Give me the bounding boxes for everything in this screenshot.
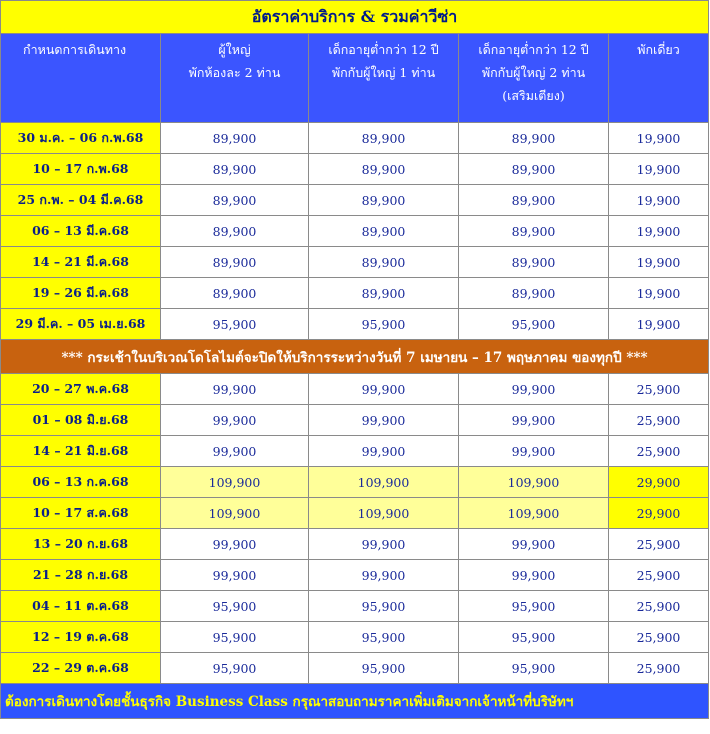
price-cell: 99,900 — [459, 374, 609, 405]
price-cell: 99,900 — [309, 405, 459, 436]
price-single-cell: 19,900 — [609, 185, 709, 216]
header-travel-dates-label: กำหนดการเดินทาง — [23, 42, 127, 57]
header-child-2adult — [459, 34, 609, 123]
table-row — [1, 560, 709, 591]
price-single-cell: 25,900 — [609, 622, 709, 653]
travel-date-cell: 29 มี.ค. – 05 เม.ย.68 — [1, 309, 161, 340]
header-adult-sub: พักห้องละ 2 ท่าน — [188, 65, 281, 80]
travel-date-cell: 04 – 11 ต.ค.68 — [1, 591, 161, 622]
price-cell: 89,900 — [161, 278, 309, 309]
price-single-cell: 25,900 — [609, 591, 709, 622]
price-single-cell: 25,900 — [609, 560, 709, 591]
price-single-cell: 19,900 — [609, 216, 709, 247]
table-row — [1, 529, 709, 560]
header-child-2adult-note: (เสริมเตียง) — [502, 88, 565, 103]
price-cell: 99,900 — [309, 436, 459, 467]
table-row — [1, 123, 709, 154]
price-cell: 89,900 — [161, 123, 309, 154]
price-cell: 95,900 — [161, 653, 309, 684]
price-cell: 95,900 — [459, 591, 609, 622]
table-row — [1, 374, 709, 405]
price-cell: 89,900 — [161, 154, 309, 185]
header-child-1adult — [309, 34, 459, 123]
price-cell: 109,900 — [309, 498, 459, 529]
price-single-cell: 25,900 — [609, 405, 709, 436]
travel-date-cell: 06 – 13 ก.ค.68 — [1, 467, 161, 498]
price-cell: 89,900 — [459, 185, 609, 216]
price-cell: 95,900 — [161, 591, 309, 622]
header-child-1adult-sub: พักกับผู้ใหญ่ 1 ท่าน — [331, 65, 436, 80]
price-cell: 89,900 — [459, 154, 609, 185]
header-adult-label: ผู้ใหญ่ — [218, 42, 251, 57]
price-single-cell: 25,900 — [609, 529, 709, 560]
table-row — [1, 653, 709, 684]
header-child-1adult-label: เด็กอายุต่ำกว่า 12 ปี — [328, 42, 439, 57]
travel-date-cell: 22 – 29 ต.ค.68 — [1, 653, 161, 684]
table-title: อัตราค่าบริการ & รวมค่าวีซ่า — [1, 1, 709, 34]
price-cell: 89,900 — [459, 278, 609, 309]
price-cell: 95,900 — [309, 591, 459, 622]
table-row — [1, 154, 709, 185]
price-cell: 95,900 — [161, 309, 309, 340]
price-cell: 89,900 — [459, 216, 609, 247]
price-single-cell: 19,900 — [609, 278, 709, 309]
price-cell: 99,900 — [459, 436, 609, 467]
price-cell: 99,900 — [161, 405, 309, 436]
table-row — [1, 498, 709, 529]
price-cell: 95,900 — [309, 653, 459, 684]
table-row — [1, 622, 709, 653]
travel-date-cell: 10 – 17 ก.พ.68 — [1, 154, 161, 185]
price-cell: 99,900 — [459, 405, 609, 436]
travel-date-cell: 14 – 21 มี.ค.68 — [1, 247, 161, 278]
header-travel-dates — [1, 34, 161, 123]
price-cell: 99,900 — [309, 560, 459, 591]
title-row — [1, 1, 709, 34]
header-single-label: พักเดี่ยว — [637, 42, 680, 57]
price-cell: 99,900 — [309, 374, 459, 405]
price-cell: 99,900 — [459, 529, 609, 560]
price-cell: 89,900 — [161, 247, 309, 278]
table-row — [1, 436, 709, 467]
price-single-cell: 19,900 — [609, 123, 709, 154]
price-cell: 95,900 — [309, 309, 459, 340]
travel-date-cell: 20 – 27 พ.ค.68 — [1, 374, 161, 405]
table-row — [1, 247, 709, 278]
table-row — [1, 216, 709, 247]
header-child-2adult-label: เด็กอายุต่ำกว่า 12 ปี — [478, 42, 589, 57]
price-cell: 89,900 — [309, 278, 459, 309]
business-class-note: ต้องการเดินทางโดยชั้นธุรกิจ Business Class กรุณาสอบถามราคาเพิ่มเติมจากเจ้าหน้าที่บริษัทฯ — [1, 684, 709, 719]
price-cell: 89,900 — [309, 154, 459, 185]
price-cell: 95,900 — [459, 309, 609, 340]
price-cell: 89,900 — [309, 123, 459, 154]
table-row — [1, 185, 709, 216]
price-single-cell: 19,900 — [609, 309, 709, 340]
price-cell: 95,900 — [459, 622, 609, 653]
price-single-cell: 29,900 — [609, 498, 709, 529]
travel-date-cell: 14 – 21 มิ.ย.68 — [1, 436, 161, 467]
notice-row — [1, 340, 709, 374]
price-single-cell: 25,900 — [609, 436, 709, 467]
header-adult — [161, 34, 309, 123]
travel-date-cell: 13 – 20 ก.ย.68 — [1, 529, 161, 560]
travel-date-cell: 30 ม.ค. – 06 ก.พ.68 — [1, 123, 161, 154]
travel-date-cell: 19 – 26 มี.ค.68 — [1, 278, 161, 309]
price-cell: 89,900 — [161, 185, 309, 216]
price-cell: 89,900 — [309, 185, 459, 216]
price-cell: 89,900 — [459, 247, 609, 278]
price-cell: 89,900 — [161, 216, 309, 247]
footer-row — [1, 684, 709, 719]
table-row — [1, 467, 709, 498]
cable-car-closure-notice: *** กระเช้าในบริเวณโดโลไมต์จะปิดให้บริการระหว่างวันที่ 7 เมษายน – 17 พฤษภาคม ของทุกปี *** — [1, 340, 709, 374]
travel-date-cell: 12 – 19 ต.ค.68 — [1, 622, 161, 653]
price-cell: 109,900 — [459, 467, 609, 498]
price-cell: 99,900 — [161, 374, 309, 405]
price-cell: 109,900 — [161, 498, 309, 529]
table-row — [1, 278, 709, 309]
travel-date-cell: 06 – 13 มี.ค.68 — [1, 216, 161, 247]
price-cell: 99,900 — [161, 436, 309, 467]
price-cell: 95,900 — [459, 653, 609, 684]
price-single-cell: 25,900 — [609, 374, 709, 405]
header-single — [609, 34, 709, 123]
travel-date-cell: 01 – 08 มิ.ย.68 — [1, 405, 161, 436]
price-cell: 109,900 — [161, 467, 309, 498]
price-cell: 95,900 — [161, 622, 309, 653]
table-row — [1, 309, 709, 340]
price-cell: 99,900 — [309, 529, 459, 560]
price-single-cell: 25,900 — [609, 653, 709, 684]
header-child-2adult-sub: พักกับผู้ใหญ่ 2 ท่าน — [481, 65, 586, 80]
travel-date-cell: 21 – 28 ก.ย.68 — [1, 560, 161, 591]
price-cell: 89,900 — [309, 247, 459, 278]
travel-date-cell: 10 – 17 ส.ค.68 — [1, 498, 161, 529]
price-single-cell: 29,900 — [609, 467, 709, 498]
price-cell: 89,900 — [309, 216, 459, 247]
table-row — [1, 405, 709, 436]
price-single-cell: 19,900 — [609, 247, 709, 278]
price-cell: 109,900 — [309, 467, 459, 498]
price-cell: 99,900 — [459, 560, 609, 591]
header-row — [1, 34, 709, 123]
price-cell: 95,900 — [309, 622, 459, 653]
table-row — [1, 591, 709, 622]
price-cell: 109,900 — [459, 498, 609, 529]
price-cell: 99,900 — [161, 529, 309, 560]
travel-date-cell: 25 ก.พ. – 04 มี.ค.68 — [1, 185, 161, 216]
price-single-cell: 19,900 — [609, 154, 709, 185]
price-cell: 89,900 — [459, 123, 609, 154]
price-cell: 99,900 — [161, 560, 309, 591]
